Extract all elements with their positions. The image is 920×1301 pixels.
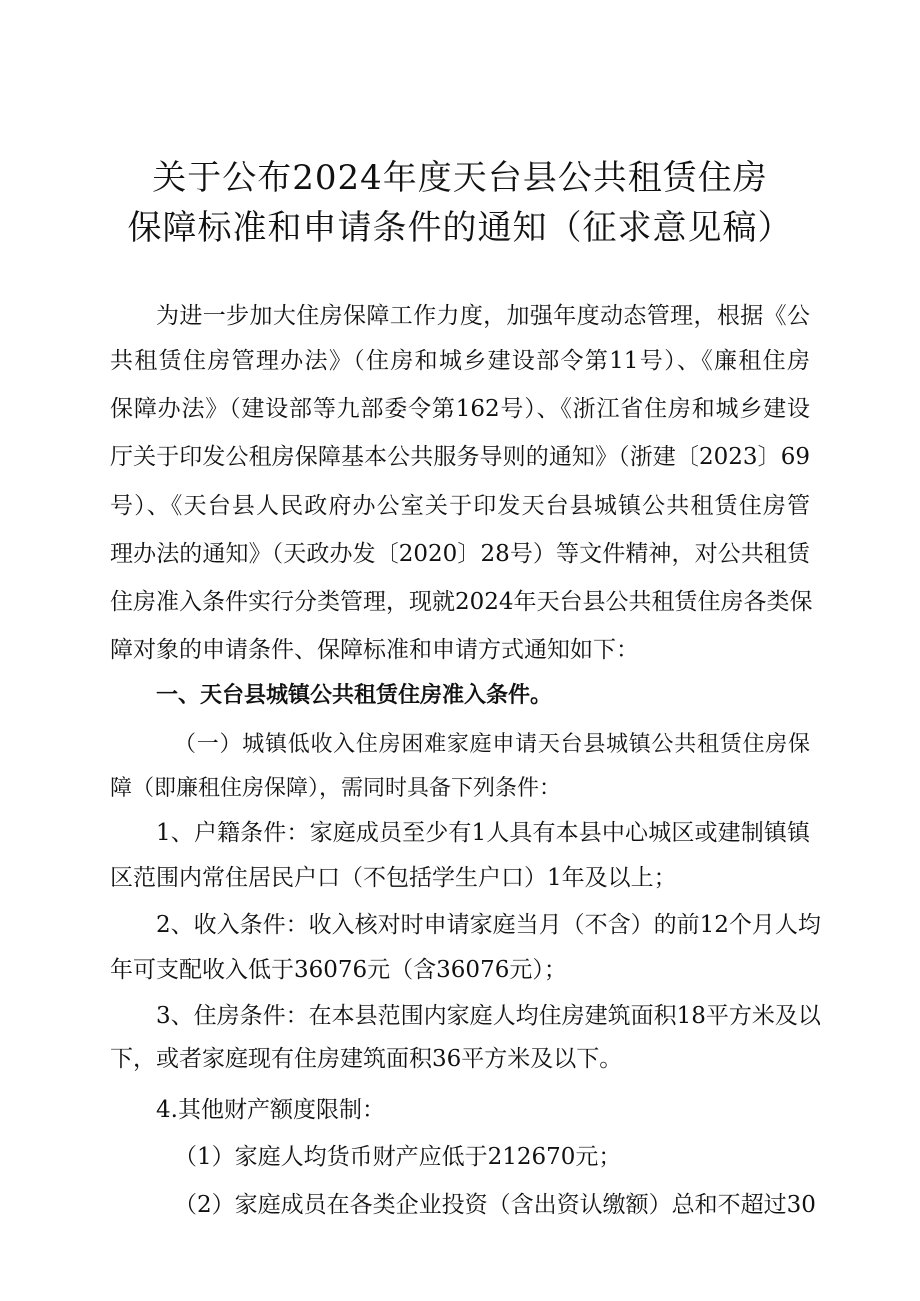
condition-2-line: 年可支配收入低于36076元（含36076元）； (110, 957, 567, 983)
condition-2-line: 2、收入条件：收入核对时申请家庭当月（不含）的前12个月人均 (156, 912, 821, 938)
condition-1-line: 1、户籍条件：家庭成员至少有1人具有本县中心城区或建制镇镇 (156, 820, 810, 846)
condition-3-line: 下，或者家庭现有住房建筑面积36平方米及以下。 (110, 1046, 623, 1072)
subsection-line: 障（即廉租住房保障），需同时具备下列条件： (110, 776, 562, 801)
intro-line: 厅关于印发公租房保障基本公共服务导则的通知》（浙建〔2023〕69 (110, 444, 810, 470)
condition-4-heading: 4.其他财产额度限制： (156, 1097, 385, 1123)
intro-line: 住房准入条件实行分类管理，现就2024年天台县公共租赁住房各类保 (110, 589, 813, 615)
document-title-line-2: 保障标准和申请条件的通知（征求意见稿） (127, 208, 793, 248)
subsection-line: （一）城镇低收入住房困难家庭申请天台县城镇公共租赁住房保 (174, 732, 810, 757)
condition-3-line: 3、住房条件：在本县范围内家庭人均住房建筑面积18平方米及以 (156, 1003, 821, 1029)
intro-line: 理办法的通知》（天政办发〔2020〕28号）等文件精神，对公共租赁 (110, 541, 810, 567)
condition-4-item-1: （1）家庭人均货币财产应低于212670元； (174, 1144, 622, 1170)
intro-line: 号）、《天台县人民政府办公室关于印发天台县城镇公共租赁住房管 (110, 493, 810, 519)
intro-line: 保障办法》（建设部等九部委令第162号）、《浙江省住房和城乡建设 (110, 396, 810, 422)
condition-4-item-2: （2）家庭成员在各类企业投资（含出资认缴额）总和不超过30 (174, 1192, 816, 1218)
intro-line: 共租赁住房管理办法》（住房和城乡建设部令第11号）、《廉租住房 (110, 348, 810, 374)
intro-line: 障对象的申请条件、保障标准和申请方式通知如下： (110, 637, 639, 663)
section-heading-1: 一、天台县城镇公共租赁住房准入条件。 (156, 683, 553, 708)
intro-line: 为进一步加大住房保障工作力度，加强年度动态管理，根据《公 (156, 303, 810, 329)
condition-1-line: 区范围内常住居民户口（不包括学生户口）1年及以上； (110, 865, 677, 891)
document-title-line-1: 关于公布2024年度天台县公共租赁住房 (152, 158, 768, 198)
